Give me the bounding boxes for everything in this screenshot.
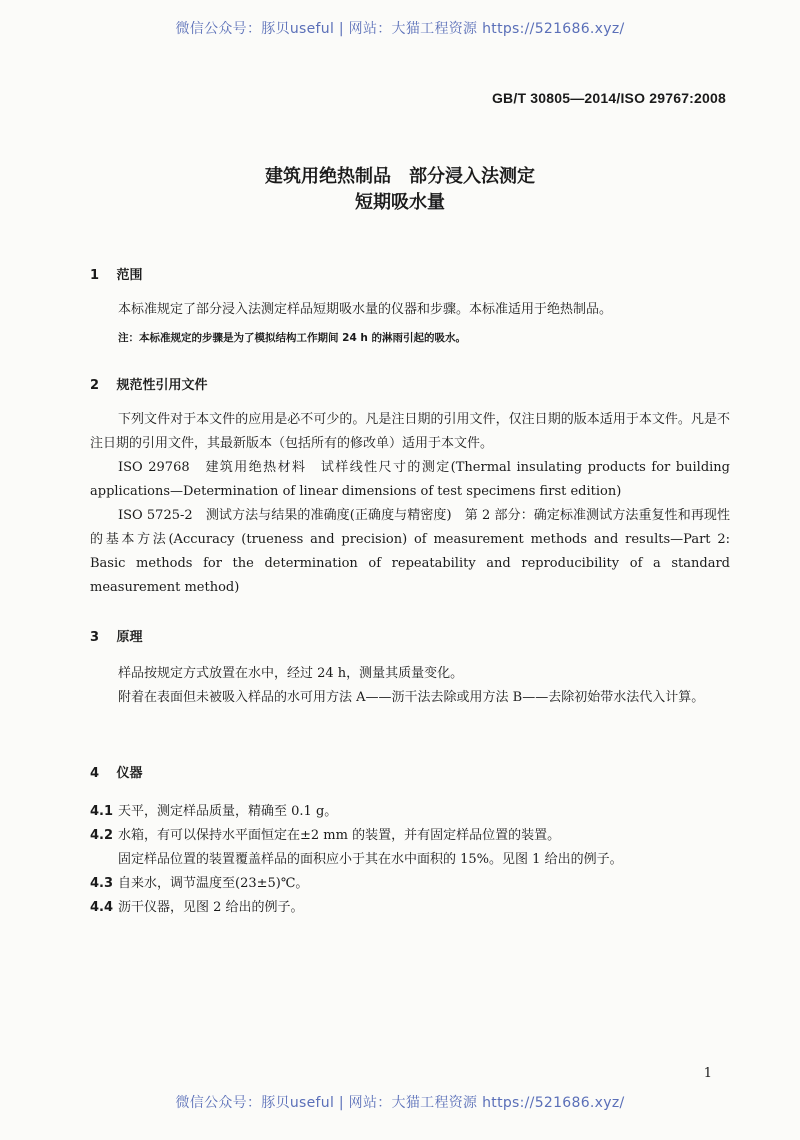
section-2-heading: [90, 374, 208, 393]
standard-code: GB/T 30805—2014/ISO 29767:2008: [491, 90, 726, 106]
section-number: 3: [90, 630, 100, 645]
section-2-reference-1: ISO 29768 建筑用绝热材料 试样线性尺寸的测定(Thermal insulating products for building applications—Determination of linear dimensions of test specimens first edition): [90, 460, 730, 499]
item-text: 自来水，调节温度至(23±5)℃。: [118, 876, 309, 891]
page-number: 1: [703, 1066, 712, 1081]
section-number: 1: [90, 268, 100, 283]
section-3-paragraph-2: 附着在表面但未被吸入样品的水可用方法 A——沥干法去除或用方法 B——去除初始带水法代入计算。: [118, 690, 705, 705]
document-title-line2: 短期吸水量: [355, 192, 445, 213]
section-number: 4: [90, 766, 100, 781]
section-title: 仪器: [116, 766, 143, 781]
item-text: 水箱，有可以保持水平面恒定在±2 mm 的装置，并有固定样品位置的装置。: [118, 828, 561, 843]
watermark-top: 微信公众号：豚贝useful | 网站：大猫工程资源 https://521686.xyz/: [175, 21, 625, 37]
section-2-paragraph-1: 下列文件对于本文件的应用是必不可少的。凡是注日期的引用文件，仅注日期的版本适用于本文件。凡是不注日期的引用文件，其最新版本（包括所有的修改单）适用于本文件。: [90, 412, 730, 451]
item-number: 4.3: [90, 876, 114, 891]
section-4-heading: [90, 762, 143, 781]
item-text: 沥干仪器，见图 2 给出的例子。: [118, 900, 304, 915]
section-1-heading: [90, 264, 143, 283]
list-item: [90, 800, 730, 824]
section-3-heading: [90, 626, 143, 645]
list-item: [90, 824, 730, 848]
item-number: 4.2: [90, 828, 114, 843]
section-3-paragraph-1: 样品按规定方式放置在水中，经过 24 h，测量其质量变化。: [118, 666, 464, 681]
item-number: 4.1: [90, 804, 114, 819]
item-text: 天平，测定样品质量，精确至 0.1 g。: [118, 804, 338, 819]
section-2-reference-2: ISO 5725-2 测试方法与结果的准确度(正确度与精密度) 第 2 部分：确定标准测试方法重复性和再现性的基本方法(Accuracy (trueness and precision) of measurement methods and results—Part 2: Basic methods for the determination of repeatability and reproducibility of a standard measurement method): [90, 508, 730, 595]
item-number: 4.4: [90, 900, 114, 915]
list-item: [90, 848, 730, 872]
item-text: 固定样品位置的装置覆盖样品的面积应小于其在水中面积的 15%。见图 1 给出的例子。: [118, 852, 623, 867]
watermark-bottom: 微信公众号：豚贝useful | 网站：大猫工程资源 https://521686.xyz/: [175, 1095, 625, 1111]
list-item: [90, 896, 730, 920]
section-title: 范围: [116, 268, 143, 283]
section-title: 原理: [116, 630, 143, 645]
section-1-note: 注：本标准规定的步骤是为了模拟结构工作期间 24 h 的淋雨引起的吸水。: [118, 332, 467, 344]
section-number: 2: [90, 378, 100, 393]
section-1-paragraph: 本标准规定了部分浸入法测定样品短期吸水量的仪器和步骤。本标准适用于绝热制品。: [118, 302, 613, 317]
document-title-line1: 建筑用绝热制品 部分浸入法测定: [265, 166, 535, 187]
section-title: 规范性引用文件: [116, 378, 208, 393]
list-item: [90, 872, 730, 896]
